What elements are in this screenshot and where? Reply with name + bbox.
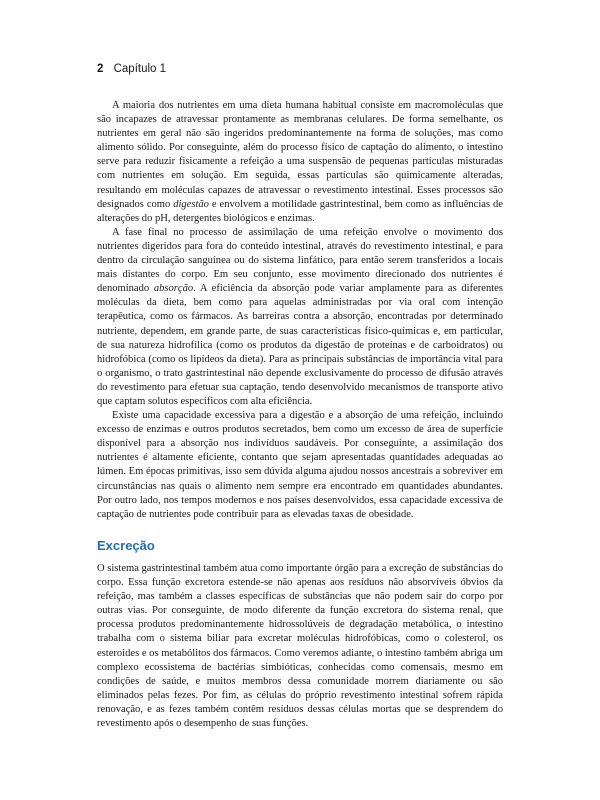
- term-digestao: digestão: [173, 198, 209, 210]
- excretion-text-block: [97, 562, 503, 731]
- running-header: [97, 63, 166, 75]
- paragraph-text: . A eficiência da absorção pode variar amplamente para as diferentes moléculas da dieta, bem como para aquelas administradas por via oral com intenção terapêutica, como os fármacos. As barreiras contra a absorção, encontradas por determinado nutriente, dependem, em grande parte, de suas características físico-químicas e, em particular, de sua natureza hidrofílica (como os produtos da digestão de proteínas e de carboidratos) ou hidrofóbica (como os lipídeos da dieta). Para as principais substâncias de importância vital para o organismo, o trato gastrintestinal não depende exclusivamente do processo de difusão através do revestimento para efetuar sua captação, tendo desenvolvido mecanismos de transporte ativo que captam solutos específicos com alta eficiência.: [97, 283, 503, 407]
- section-heading-excrecao: Excreção: [97, 538, 155, 553]
- paragraph-digestion: [97, 99, 503, 226]
- paragraph-absorption: [97, 226, 503, 409]
- intro-text-block: [97, 99, 503, 522]
- paragraph-excretion: O sistema gastrintestinal também atua como importante órgão para a excreção de substâncias do corpo. Essa função excretora estende-se não apenas aos resíduos não absorvíveis óbvios da refeição, mas também a classes específicas de substâncias que não podem sair do corpo por outras vias. Por conseguinte, de modo diferente da função excretora do sistema renal, que processa produtos predominantemente hidrossolúveis de degradação metabólica, o intestino trabalha com o sistema biliar para excretar moléculas hidrofóbicas, como o colesterol, os esteroides e os metabólitos dos fármacos. Como veremos adiante, o intestino também abriga um complexo ecossistema de bactérias simbióticas, conhecidas como comensais, mesmo em condições de saúde, e muitos membros dessa comunidade morrem diariamente ou são eliminados pelas fezes. Por fim, as células do próprio revestimento intestinal sofrem rápida renovação, e as fezes também contêm resíduos dessas células mortas que se desprendem do revestimento após o desempenho de suas funções.: [97, 563, 504, 730]
- paragraph-text: Existe uma capacidade excessiva para a digestão e a absorção de uma refeição, incluindo excesso de enzimas e outros produtos secretados, bem como um excesso de área de superfície disponível para a absorção nos indivíduos saudáveis. Por conseguinte, a assimilação dos nutrientes é altamente eficiente, contanto que sejam apresentadas quantidades adequadas ao lúmen. Em épocas primitivas, isso sem dúvida alguma ajudou nossos ancestrais a sobreviver em circunstâncias nas quais o alimento nem sempre era encontrado em quantidades abundantes. Por outro lado, nos tempos modernos e nos países desenvolvidos, essa capacidade excessiva de captação de nutrientes pode contribuir para as elevadas taxas de obesidade.: [97, 410, 503, 520]
- paragraph-text: e envolvem a motilidade gastrintestinal, bem como as influências de alterações do pH, detergentes biológicos e enzimas.: [97, 198, 503, 224]
- chapter-label: Capítulo 1: [113, 63, 167, 75]
- paragraph-text: A fase final no processo de assimilação de uma refeição envolve o movimento dos nutrientes digeridos para fora do conteúdo intestinal, através do revestimento intestinal, e para dentro da circulação sanguínea ou do sistema linfático, para então serem transferidos a locais mais distantes do corpo. Em seu conjunto, esse movimento direcionado dos nutrientes é denominado: [97, 226, 503, 295]
- paragraph-capacity: [97, 409, 503, 522]
- page-number: 2: [97, 63, 104, 75]
- paragraph-text: A maioria dos nutrientes em uma dieta humana habitual consiste em macromoléculas que são incapazes de atravessar prontamente as membranas celulares. De forma semelhante, os nutrientes em geral não são ingeridos predominantemente na forma de soluções, mas como alimento sólido. Por conseguinte, além do processo físico de captação do alimento, o intestino serve para reduzir fisicamente a refeição a uma suspensão de pequenas partículas misturadas com nutrientes em solução. Em seguida, essas partículas são quimicamente alteradas, resultando em moléculas capazes de atravessar o revestimento intestinal. Esses processos são designados como: [97, 100, 503, 210]
- term-absorcao: absorção: [153, 283, 194, 295]
